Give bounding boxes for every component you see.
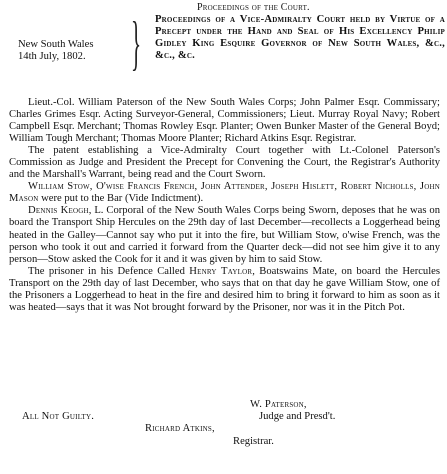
brace-icon: } [131, 10, 142, 76]
court-heading-block [9, 10, 445, 90]
keogh-testimony: , L. Corporal of the New South Wales Corps being Sworn, deposes that he was on board the Transport Ship Hercules on the 29th day of last December—recollects a Loggerhead being heated in the Galley—Cannot say who put it into the fire, but William Stow, o'wise French, was the person who took it out and carried it forward from the Quarter deck—did not see him give it to any person—Stow asked the Cook for it and it was given by him to said Stow. [9, 205, 441, 265]
verdict: All Not Guilty. [22, 411, 95, 422]
prisoners-rest: were put to the Bar (Vide Indictment). [38, 193, 204, 205]
witness-name-taylor: Henry Taylor [189, 265, 253, 277]
defence-start: The prisoner in his Defence Called [28, 265, 190, 277]
date: 14th July, 1802. [18, 51, 86, 63]
witness-name-keogh: Dennis Keogh [28, 205, 89, 217]
keogh-paragraph [9, 205, 440, 265]
members-paragraph: Lieut.-Col. William Paterson of the New South Wales Corps; John Palmer Esqr. Commissary; Charles Grimes Esqr. Acting Surveyor-General, Commissioners; Lieut. Murray Royal Navy; Robert Campbell Esqr. Merchant; Thomas Rowley Esqr. Planter; Owen Bunker Master of the General Boyd; William Tough Merchant; Thomas Moore Planter; Richard Atkins Esqr. Registrar. [9, 97, 440, 145]
heading-lead: Proceedings of a Vice-Admiralty Court held by Virtue of a Precept under the Hand and Seal of His Excellency Philip Gidley King Esquire Governor of New South Wales, &c., &c., &c. [155, 14, 445, 62]
defence-rest: , Boatswains Mate, on board the Hercules Transport on the 29th day of last December, who says that on that day he gave William Stow, one of the Prisoners a Loggerhead to heat in the fire and desired him to bring it forward to him as soon as it was heated—says that it was Not brought forward by the Prisoner, nor was it in the Pitch Pot. [9, 265, 440, 313]
paterson-title: Judge and Presd't. [259, 411, 336, 422]
prisoners-paragraph [9, 181, 440, 205]
atkins-title: Registrar. [233, 436, 274, 447]
document-body [9, 97, 440, 314]
atkins-signature: Richard Atkins, [145, 423, 215, 434]
place-date [18, 39, 138, 63]
place: New South Wales [18, 39, 94, 50]
heading-text [155, 14, 445, 62]
paterson-signature: W. Paterson, [250, 399, 307, 410]
prisoner-names: William Stow, O'wise Francis French, John Attender, Joseph Hislett, Robert Nicholls, John Mason [9, 181, 440, 205]
patent-paragraph: The patent establishing a Vice-Admiralty Court together with Lt.-Colonel Paterson's Commission as Judge and President the Precept for Convening the Court, the Registrar's Authority and the Marshall's Warrant, being read and the Court Sworn. [9, 145, 440, 181]
page-title: Proceedings of the Court. [197, 2, 310, 13]
defence-paragraph [9, 266, 440, 314]
